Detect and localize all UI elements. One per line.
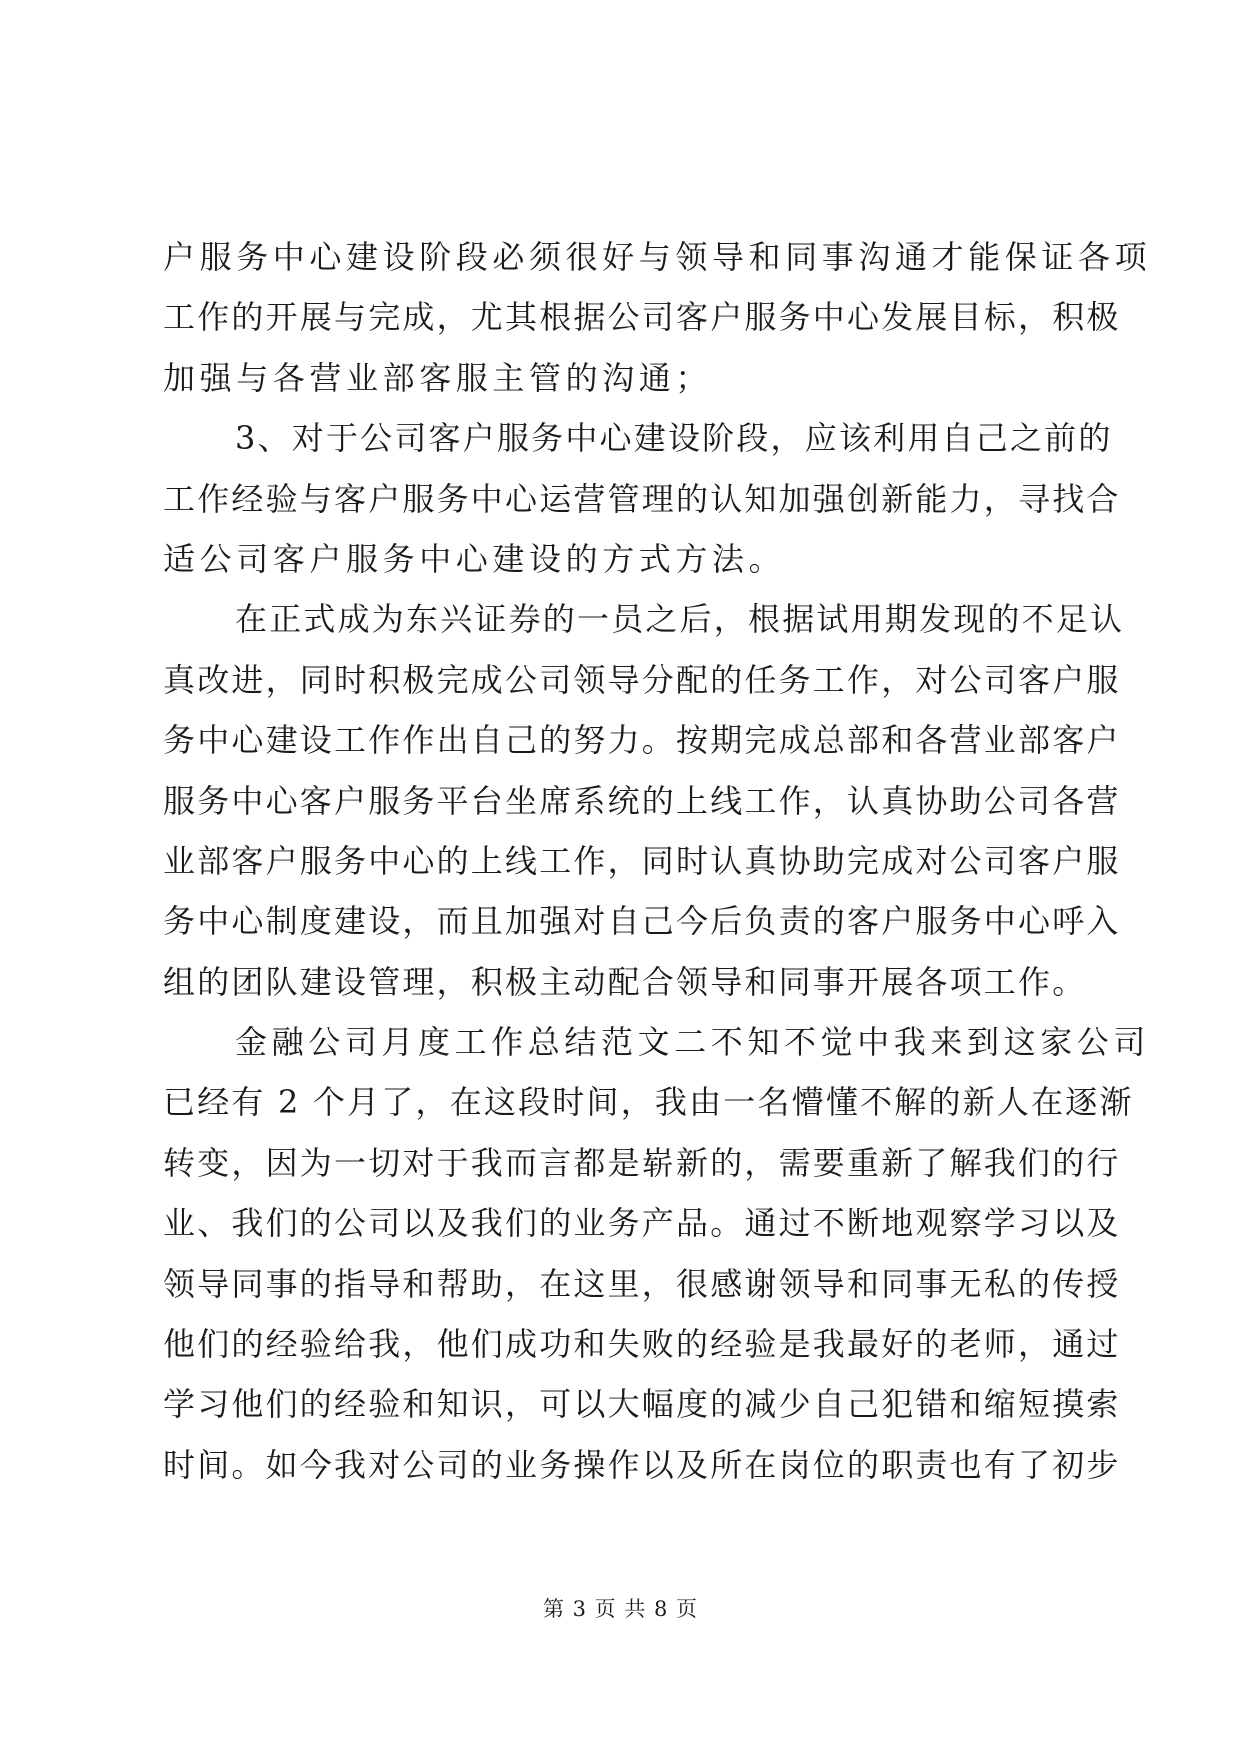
text-line: 服务中心客户服务平台坐席系统的上线工作，认真协助公司各营 xyxy=(163,781,1121,820)
text-line: 业部客户服务中心的上线工作，同时认真协助完成对公司客户服 xyxy=(163,841,1121,880)
text-line: 时间。如今我对公司的业务操作以及所在岗位的职责也有了初步 xyxy=(163,1445,1121,1484)
text-line: 业、我们的公司以及我们的业务产品。通过不断地观察学习以及 xyxy=(163,1204,1121,1243)
text-line: 户服务中心建设阶段必须很好与领导和同事沟通才能保证各项 xyxy=(163,238,1152,276)
document-body xyxy=(163,227,1152,1495)
text-line: 适公司客户服务中心建设的方式方法。 xyxy=(163,539,786,578)
text-line: 已经有 2 个月了，在这段时间，我由一名懵懂不解的新人在逐渐 xyxy=(163,1083,1134,1122)
text-line: 加强与各营业部客服主管的沟通； xyxy=(163,358,713,397)
text-line: 工作的开展与完成，尤其根据公司客户服务中心发展目标，积极 xyxy=(163,298,1121,337)
text-line: 领导同事的指导和帮助，在这里，很感谢领导和同事无私的传授 xyxy=(163,1264,1121,1303)
text-line: 务中心建设工作作出自己的努力。按期完成总部和各营业部客户 xyxy=(163,721,1121,760)
text-line: 工作经验与客户服务中心运营管理的认知加强创新能力，寻找合 xyxy=(163,479,1121,518)
text-line: 组的团队建设管理，积极主动配合领导和同事开展各项工作。 xyxy=(163,962,1087,1001)
text-line: 3、对于公司客户服务中心建设阶段，应该利用自己之前的 xyxy=(235,419,1113,458)
text-line: 真改进，同时积极完成公司领导分配的任务工作，对公司客户服 xyxy=(163,660,1121,699)
text-line: 金融公司月度工作总结范文二不知不觉中我来到这家公司 xyxy=(235,1023,1151,1062)
text-line: 转变，因为一切对于我而言都是崭新的，需要重新了解我们的行 xyxy=(163,1143,1121,1182)
page-number-footer: 第 3 页 共 8 页 xyxy=(542,1597,699,1621)
text-line: 务中心制度建设，而且加强对自己今后负责的客户服务中心呼入 xyxy=(163,902,1121,941)
text-line: 在正式成为东兴证券的一员之后，根据试用期发现的不足认 xyxy=(235,600,1125,639)
text-line: 学习他们的经验和知识，可以大幅度的减少自己犯错和缩短摸索 xyxy=(163,1385,1121,1424)
text-line: 他们的经验给我，他们成功和失败的经验是我最好的老师，通过 xyxy=(163,1325,1121,1364)
